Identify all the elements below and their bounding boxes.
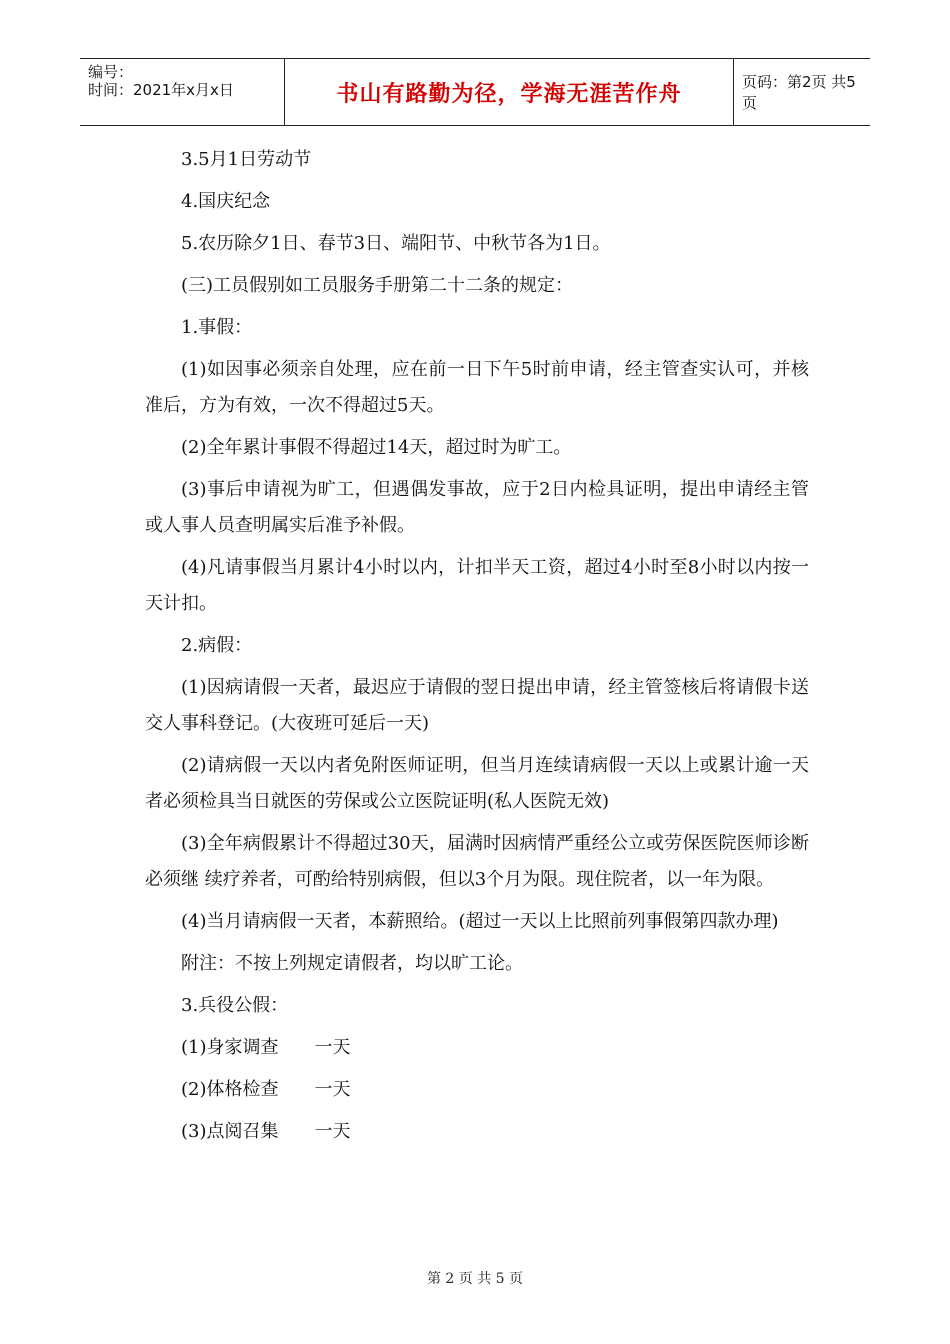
section-heading: 1.事假： <box>181 317 253 338</box>
section-heading: 2.病假： <box>181 635 253 656</box>
paragraph: 4.国庆纪念 <box>181 191 271 212</box>
paragraph: (1)因病请假一天者，最迟应于请假的翌日提出申请，经主管签核后将请假卡送交人事科登记。(大夜班可延后一天) <box>145 677 809 734</box>
paragraph: (4)当月请病假一天者，本薪照给。(超过一天以上比照前列事假第四款办理) <box>181 911 779 932</box>
paragraph: 5.农历除夕1日、春节3日、端阳节、中秋节各为1日。 <box>181 233 611 254</box>
paragraph: (2)全年累计事假不得超过14天，超过时为旷工。 <box>181 437 572 458</box>
paragraph: (3)事后申请视为旷工，但遇偶发事故，应于2日内检具证明，提出申请经主管或人事人员查明属实后准予补假。 <box>145 479 809 536</box>
paragraph: (4)凡请事假当月累计4小时以内，计扣半天工资，超过4小时至8小时以内按一天计扣。 <box>145 557 809 614</box>
paragraph: (1)如因事必须亲自处理，应在前一日下午5时前申请，经主管查实认可，并核准后，方为有效，一次不得超过5天。 <box>145 359 809 416</box>
date-label: 时间：2021年x月x日 <box>88 81 234 99</box>
list-item: (3)点阅召集 一天 <box>181 1121 351 1142</box>
paragraph: (2)请病假一天以内者免附医师证明，但当月连续请病假一天以上或累计逾一天者必须检具当日就医的劳保或公立医院证明(私人医院无效) <box>145 755 809 812</box>
paragraph: (三)工员假别如工员服务手册第二十二条的规定： <box>181 275 574 296</box>
document-body <box>145 142 809 1156</box>
page-header <box>80 58 870 126</box>
list-item: (1)身家调查 一天 <box>181 1037 351 1058</box>
note-paragraph: 附注：不按上列规定请假者，均以旷工论。 <box>181 953 523 974</box>
page-footer: 第 2 页 共 5 页 <box>426 1271 524 1287</box>
header-motto: 书山有路勤为径，学海无涯苦作舟 <box>284 59 734 125</box>
header-page-number: 页码：第2页 共5页 <box>742 73 856 112</box>
paragraph: 3.5月1日劳动节 <box>181 149 312 170</box>
header-meta <box>88 59 284 129</box>
paragraph: (3)全年病假累计不得超过30天，届满时因病情严重经公立或劳保医院医师诊断必须继 续疗养者，可酌给特别病假，但以3个月为限。现住院者，以一年为限。 <box>145 833 809 890</box>
list-item: (2)体格检查 一天 <box>181 1079 351 1100</box>
serial-number-label: 编号： <box>88 63 134 81</box>
section-heading: 3.兵役公假： <box>181 995 289 1016</box>
